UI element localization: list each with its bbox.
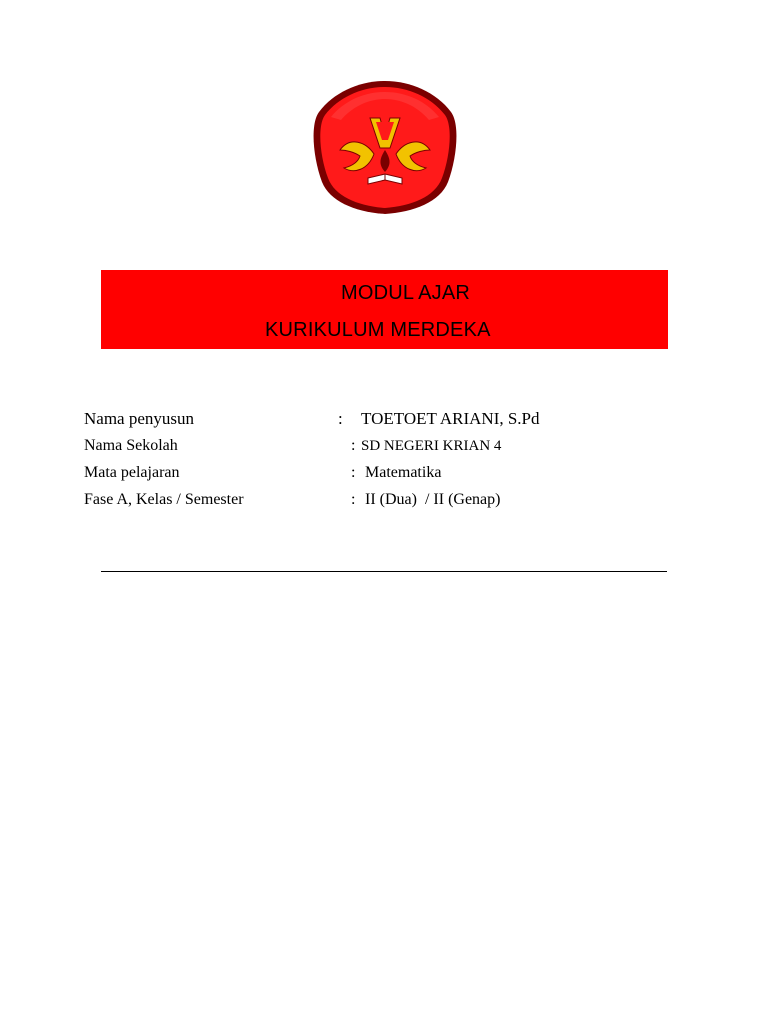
horizontal-divider — [101, 571, 667, 572]
tut-wuri-handayani-logo — [310, 78, 460, 218]
info-value: SD NEGERI KRIAN 4 — [361, 438, 502, 454]
info-row-mata-pelajaran — [84, 462, 684, 489]
info-row-fase-kelas-semester — [84, 489, 684, 516]
title-kurikulum-merdeka: KURIKULUM MERDEKA — [265, 319, 491, 341]
title-banner — [101, 270, 668, 349]
info-label: Nama Sekolah — [84, 437, 178, 454]
info-row-nama-sekolah — [84, 435, 684, 462]
info-row-nama-penyusun — [84, 408, 684, 435]
title-modul-ajar: MODUL AJAR — [341, 282, 471, 304]
info-value: TOETOET ARIANI, S.Pd — [361, 409, 540, 428]
info-separator: : — [351, 437, 356, 454]
info-label: Fase A, Kelas / Semester — [84, 491, 244, 508]
info-separator: : — [351, 464, 356, 481]
info-separator: : — [338, 409, 343, 428]
info-separator: : — [351, 491, 356, 508]
info-value: II (Dua) / II (Genap) — [365, 491, 501, 508]
info-label: Nama penyusun — [84, 409, 195, 428]
info-label: Mata pelajaran — [84, 464, 180, 481]
document-info — [84, 408, 684, 516]
info-value: Matematika — [365, 464, 442, 481]
